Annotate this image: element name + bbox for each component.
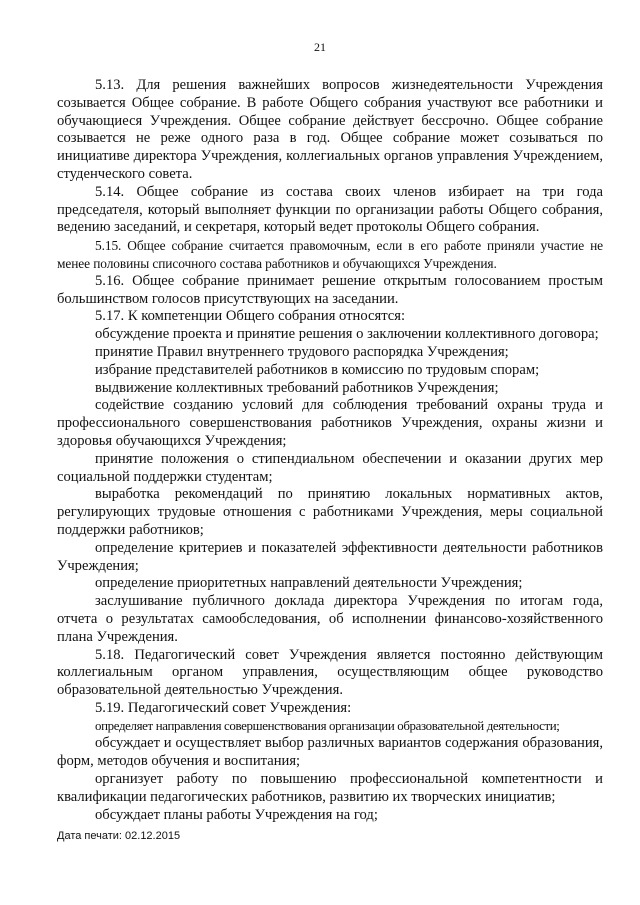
page-number: 21 xyxy=(314,40,326,54)
list-item: заслушивание публичного доклада директора Учреждения по итогам года, отчета о результатах самообследования, об исполнении финансово-хозяйственного плана Учреждения. xyxy=(57,593,603,645)
list-item: определение приоритетных направлений деятельности Учреждения; xyxy=(95,575,523,592)
list-item: выдвижение коллективных требований работников Учреждения; xyxy=(95,379,499,396)
paragraph-5-16: 5.16. Общее собрание принимает решение открытым голосованием простым большинством голосов присутствующих на заседании. xyxy=(57,272,603,307)
list-item: обсуждает и осуществляет выбор различных вариантов содержания образования, форм, методов обучения и воспитания; xyxy=(57,735,603,770)
list-item: принятие Правил внутреннего трудового распорядка Учреждения; xyxy=(95,343,509,360)
paragraph-5-15: 5.15. Общее собрание считается правомочным, если в его работе приняли участие не менее половины списочного состава работников и обучающихся Учреждения. xyxy=(57,238,603,271)
list-item: избрание представителей работников в комиссию по трудовым спорам; xyxy=(95,361,540,378)
paragraph-5-19: 5.19. Педагогический совет Учреждения: xyxy=(95,699,352,716)
list-item: принятие положения о стипендиальном обеспечении и оказании других мер социальной поддержки студентам; xyxy=(57,450,603,485)
paragraph-5-14: 5.14. Общее собрание из состава своих членов избирает на три года председателя, который выполняет функции по организации работы Общего собрания, ведению заседаний, и секретаря, который ведет протоколы Общего собрания. xyxy=(57,183,603,236)
list-item: определяет направления совершенствования организации образовательной деятельности; xyxy=(95,718,560,733)
paragraph-5-18: 5.18. Педагогический совет Учреждения является постоянно действующим коллегиальным органом управления, осуществляющим общее руководство образовательной деятельностью Учреждения. xyxy=(57,646,603,699)
print-date: Дата печати: 02.12.2015 xyxy=(57,830,181,842)
list-item: выработка рекомендаций по принятию локальных нормативных актов, регулирующих трудовые отношения с работниками Учреждения, меры социальной поддержки работников; xyxy=(57,486,603,538)
paragraph-5-13: 5.13. Для решения важнейших вопросов жизнедеятельности Учреждения созывается Общее собрание. В работе Общего собрания участвуют все работники и обучающиеся Учреждения. Общее собрание действует бессрочно. Общее собрание созывается не реже одного раза в год. Общее собрание может созываться по инициативе директора Учреждения, коллегиальных органов управления Учреждением, студенческого совета. xyxy=(57,77,603,182)
list-item: обсуждает планы работы Учреждения на год; xyxy=(95,806,378,823)
list-item: обсуждение проекта и принятие решения о заключении коллективного договора; xyxy=(95,326,599,343)
list-item: содействие созданию условий для соблюдения требований охраны труда и профессионального совершенствования работников Учреждения, охраны жизни и здоровья обучающихся Учреждения; xyxy=(57,397,603,449)
paragraph-5-17: 5.17. К компетенции Общего собрания относятся: xyxy=(95,308,405,325)
list-item: организует работу по повышению профессиональной компетентности и квалификации педагогических работников, развитию их творческих инициатив; xyxy=(57,771,603,805)
list-item: определение критериев и показателей эффективности деятельности работников Учреждения; xyxy=(57,539,603,574)
document-body xyxy=(57,77,603,824)
